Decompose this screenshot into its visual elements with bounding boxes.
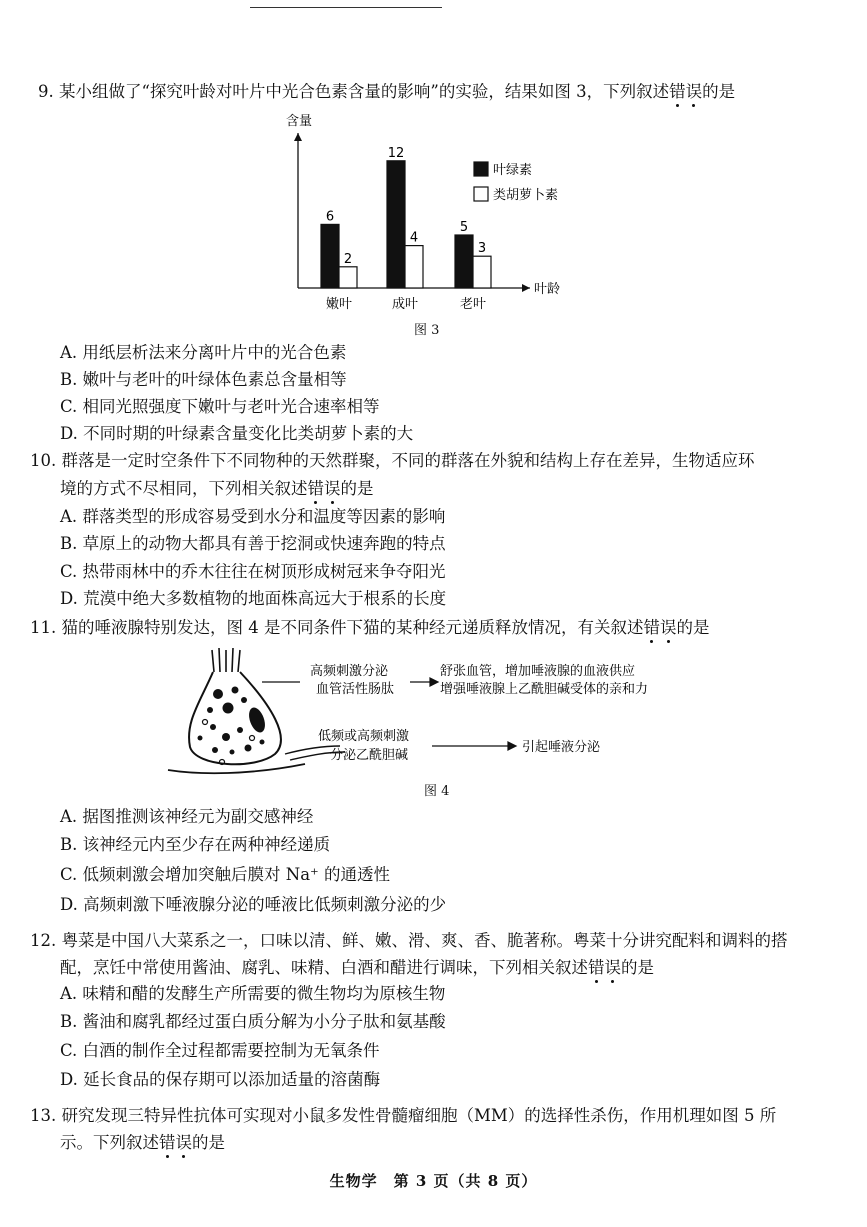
x-axis-label: 叶龄 xyxy=(534,282,561,297)
legend-swatch-类胡萝卜素 xyxy=(474,187,488,201)
label-high-freq-line1: 高频刺激分泌 xyxy=(310,664,389,679)
x-axis-arrow xyxy=(522,284,530,292)
x-tick-label-老叶: 老叶 xyxy=(459,297,487,312)
y-axis-label: 含量 xyxy=(286,114,313,129)
q12-stem-line1: 12. 粤菜是中国八大菜系之一，口味以清、鲜、嫩、滑、爽、香、脆著称。粤菜十分讲究配料和调料的搭 xyxy=(30,931,788,950)
x-tick-label-嫩叶: 嫩叶 xyxy=(325,297,353,312)
page-footer: 生物学 第 3 页（共 8 页） xyxy=(329,1172,538,1190)
label-low-freq-line1: 低频或高频刺激 xyxy=(318,729,410,744)
q12-option-a: A. 味精和醋的发酵生产所需要的微生物均为原核生物 xyxy=(60,984,446,1003)
bar-老叶-类胡萝卜素 xyxy=(473,256,491,288)
bar-value-label-嫩叶-叶绿素: 6 xyxy=(325,209,335,225)
x-tick-label-成叶: 成叶 xyxy=(391,297,419,312)
q10-option-c: C. 热带雨林中的乔木往往在树顶形成树冠来争夺阳光 xyxy=(60,562,446,581)
figure-4-neuron-diagram xyxy=(0,642,867,777)
bar-value-label-老叶-类胡萝卜素: 3 xyxy=(477,241,487,257)
q11-option-d: D. 高频刺激下唾液腺分泌的唾液比低频刺激分泌的少 xyxy=(60,895,447,914)
q12-option-b: B. 酱油和腐乳都经过蛋白质分解为小分子肽和氨基酸 xyxy=(60,1012,446,1031)
bar-value-label-成叶-类胡萝卜素: 4 xyxy=(409,230,419,246)
q13-stem-line1: 13. 研究发现三特异性抗体可实现对小鼠多发性骨髓瘤细胞（MM）的选择性杀伤，作用机理如图 5 所 xyxy=(30,1106,777,1125)
q11-option-a: A. 据图推测该神经元为副交感神经 xyxy=(60,807,314,826)
q11-stem: 11. 猫的唾液腺特别发达，图 4 是不同条件下猫的某种经元递质释放情况，有关叙述错误的是 xyxy=(30,618,710,637)
q9-option-d: D. 不同时期的叶绿素含量变化比类胡萝卜素的大 xyxy=(60,424,414,443)
label-low-freq-line2: 分泌乙酰胆碱 xyxy=(330,748,409,763)
effect-high-freq-line2: 增强唾液腺上乙酰胆碱受体的亲和力 xyxy=(440,682,649,697)
axon-fibers xyxy=(212,648,240,672)
label-high-freq-line2: 血管活性肠肽 xyxy=(316,682,395,697)
figure-3-bar-chart xyxy=(0,108,867,338)
bar-value-label-老叶-叶绿素: 5 xyxy=(459,220,469,235)
q11-option-b: B. 该神经元内至少存在两种神经递质 xyxy=(60,835,331,854)
bar-老叶-叶绿素 xyxy=(455,235,473,288)
q9-option-b: B. 嫩叶与老叶的叶绿体色素总含量相等 xyxy=(60,370,347,389)
bar-成叶-叶绿素 xyxy=(387,161,405,288)
legend-label-叶绿素: 叶绿素 xyxy=(493,163,533,178)
synaptic-terminal xyxy=(189,672,281,764)
q9-option-a: A. 用纸层析法来分离叶片中的光合色素 xyxy=(60,343,347,362)
figure-3-caption: 图 3 xyxy=(414,323,440,338)
q9-option-c: C. 相同光照强度下嫩叶与老叶光合速率相等 xyxy=(60,397,380,416)
bar-成叶-类胡萝卜素 xyxy=(405,246,423,288)
q12-stem-line2: 配，烹饪中常使用酱油、腐乳、味精、白酒和醋进行调味，下列相关叙述错误的是 xyxy=(60,958,654,977)
bar-value-label-成叶-叶绿素: 12 xyxy=(387,145,405,161)
bar-嫩叶-类胡萝卜素 xyxy=(339,267,357,288)
legend-label-类胡萝卜素: 类胡萝卜素 xyxy=(493,188,559,203)
postsynaptic-membrane xyxy=(168,764,305,773)
q11-option-c: C. 低频刺激会增加突触后膜对 Na⁺ 的通透性 xyxy=(60,865,390,884)
bar-value-label-嫩叶-类胡萝卜素: 2 xyxy=(343,251,353,267)
q13-stem-line2: 示。下列叙述错误的是 xyxy=(60,1133,225,1152)
y-axis-arrow xyxy=(294,133,302,141)
bar-嫩叶-叶绿素 xyxy=(321,224,339,288)
header-rule xyxy=(250,7,442,8)
q10-stem-line1: 10. 群落是一定时空条件下不同物种的天然群聚，不同的群落在外貌和结构上存在差异，生物适应环 xyxy=(30,451,755,470)
q12-option-d: D. 延长食品的保存期可以添加适量的溶菌酶 xyxy=(60,1070,381,1089)
legend-swatch-叶绿素 xyxy=(474,162,488,176)
q9-stem: 9. 某小组做了“探究叶龄对叶片中光合色素含量的影响”的实验，结果如图 3，下列叙述错误的是 xyxy=(38,82,736,101)
effect-low-freq: 引起唾液分泌 xyxy=(522,740,601,755)
q10-stem-line2: 境的方式不尽相同，下列相关叙述错误的是 xyxy=(60,479,374,498)
q10-option-a: A. 群落类型的形成容易受到水分和温度等因素的影响 xyxy=(60,507,446,526)
q10-option-b: B. 草原上的动物大都具有善于挖洞或快速奔跑的特点 xyxy=(60,534,446,553)
q10-option-d: D. 荒漠中绝大多数植物的地面株高远大于根系的长度 xyxy=(60,589,447,608)
effect-high-freq-line1: 舒张血管，增加唾液腺的血液供应 xyxy=(440,664,636,679)
figure-4-caption: 图 4 xyxy=(424,784,450,799)
q12-option-c: C. 白酒的制作全过程都需要控制为无氧条件 xyxy=(60,1041,380,1060)
